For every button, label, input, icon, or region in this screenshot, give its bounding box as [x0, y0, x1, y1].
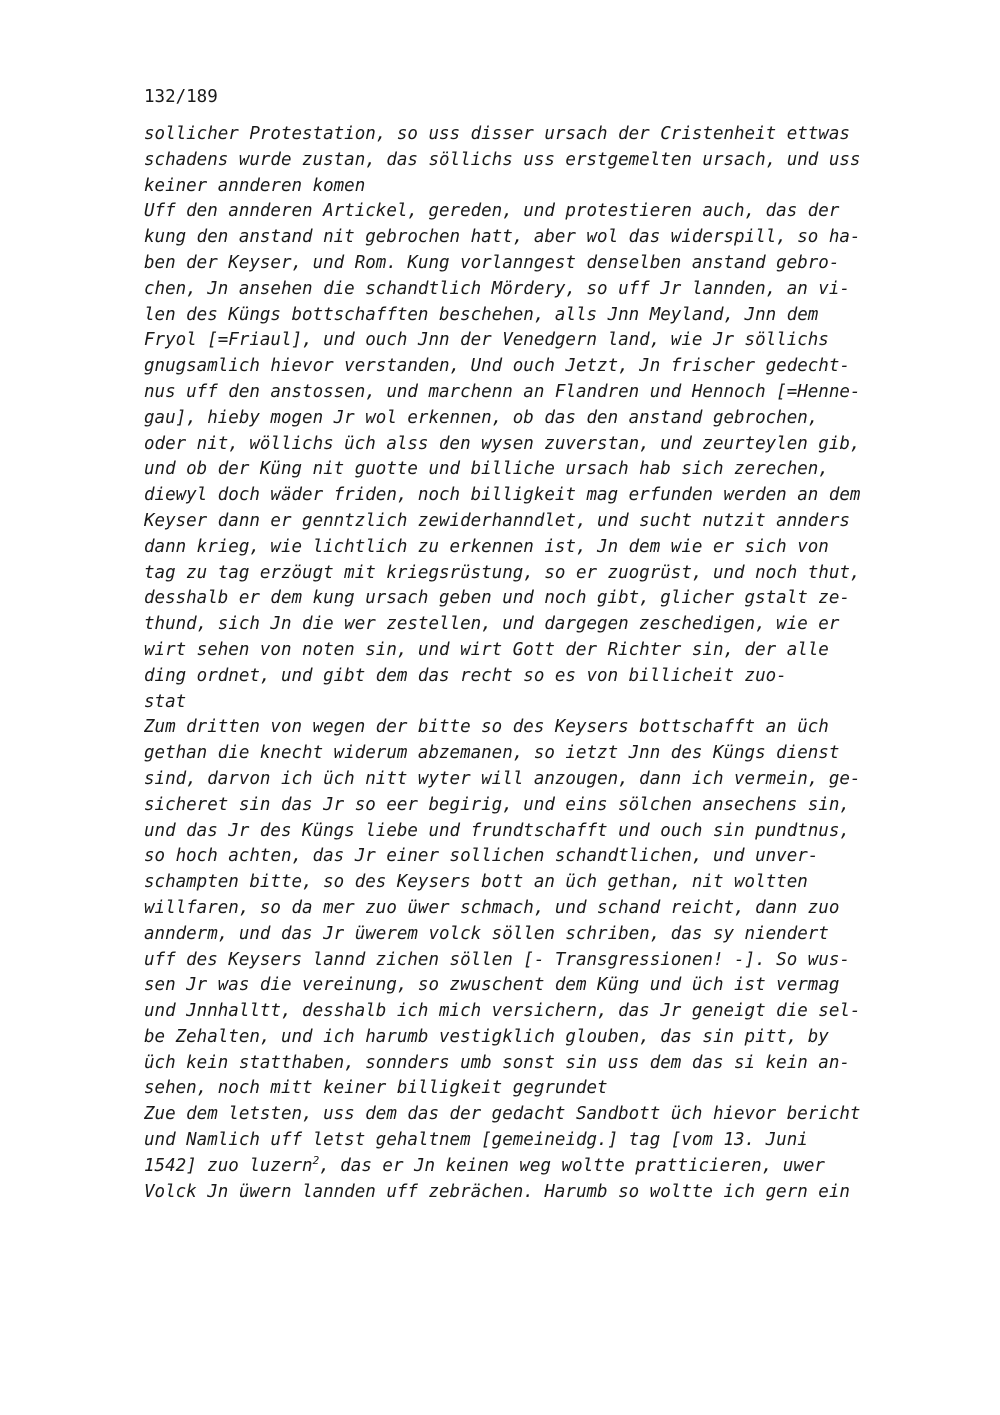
text-line: gnugsamlich hievor verstanden, Und ouch Jetzt, Jn frischer gedecht- — [144, 356, 850, 377]
body-text — [144, 122, 944, 1205]
text-line: Zum dritten von wegen der bitte so des Keysers bottschafft an üch — [144, 717, 829, 738]
text-line-with-footnote — [144, 1154, 944, 1180]
text-line: kung den anstand nit gebrochen hatt, aber wol das widerspill, so ha- — [144, 227, 861, 248]
text-line: Zue dem letsten, uss dem das der gedacht Sandbott üch hievor bericht — [144, 1104, 861, 1125]
text-line: schampten bitte, so des Keysers bott an üch gethan, nit woltten — [144, 872, 808, 893]
text-line: gethan die knecht widerum abzemanen, so ietzt Jnn des Küngs dienst — [144, 743, 840, 764]
text-line: Volck Jn üwern lannden uff zebrächen. Harumb so woltte ich gern ein — [144, 1181, 850, 1202]
text-line: keiner annderen komen — [144, 175, 366, 196]
page-number: 132/189 — [144, 87, 218, 107]
text-line: len des Küngs bottschafften beschehen, alls Jnn Meyland, Jnn dem — [144, 304, 819, 325]
text-line: sen Jr was die vereinung, so zwuschent dem Küng und üch ist vermag — [144, 975, 840, 996]
text-line: und Namlich uff letst gehaltnem [gemeineidg.] tag [vom 13. Juni — [144, 1130, 808, 1151]
text-line: sollicher Protestation, so uss disser ursach der Cristenheit ettwas — [144, 124, 850, 144]
footnote-marker[interactable]: 2 — [312, 1153, 320, 1167]
text-line: sehen, noch mitt keiner billigkeit gegrundet — [144, 1078, 608, 1099]
text-line: schadens wurde zustan, das söllichs uss erstgemelten ursach, und uss — [144, 149, 861, 170]
text-line: üch kein statthaben, sonnders umb sonst sin uss dem das si kein an- — [144, 1052, 850, 1073]
text-line: dann krieg, wie lichtlich zu erkennen ist, Jn dem wie er sich von — [144, 536, 829, 557]
text-line: ding ordnet, und gibt dem das recht so es von billicheit zuo- — [144, 665, 787, 686]
text-line: und Jnnhalltt, desshalb ich mich versichern, das Jr geneigt die sel- — [144, 1001, 861, 1022]
text-line: stat — [144, 691, 187, 712]
text-line: oder nit, wöllichs üch alss den wysen zuverstan, und zeurteylen gib, — [144, 433, 861, 454]
footnote-line-before: 1542] zuo luzern — [144, 1155, 313, 1176]
text-line: sicheret sin das Jr so eer begirig, und eins sölchen ansechens sin, — [144, 794, 850, 815]
text-line: annderm, und das Jr üwerem volck söllen schriben, das sy niendert — [144, 923, 829, 944]
text-line: und ob der Küng nit guotte und billiche ursach hab sich zerechen, — [144, 459, 829, 480]
footnote-line-after: , das er Jn keinen weg woltte pratticieren, uwer — [319, 1155, 825, 1176]
text-line: nus uff den anstossen, und marchenn an Flandren und Hennoch [=Henne- — [144, 381, 861, 402]
text-line: gau], hieby mogen Jr wol erkennen, ob das den anstand gebrochen, — [144, 407, 819, 428]
text-line: thund, sich Jn die wer zestellen, und dargegen zeschedigen, wie er — [144, 614, 840, 635]
text-line: willfaren, so da mer zuo üwer schmach, und schand reicht, dann zuo — [144, 897, 840, 918]
text-line: tag zu tag erzöugt mit kriegsrüstung, so er zuogrüst, und noch thut, — [144, 562, 861, 583]
text-line: und das Jr des Küngs liebe und frundtschafft und ouch sin pundtnus, — [144, 820, 850, 841]
text-line: Fryol [=Friaul], und ouch Jnn der Venedgern land, wie Jr söllichs — [144, 330, 829, 351]
text-line: chen, Jn ansehen die schandtlich Mördery, so uff Jr lannden, an vi- — [144, 278, 850, 299]
text-line: so hoch achten, das Jr einer sollichen schandtlichen, und unver- — [144, 846, 819, 867]
text-line: Keyser dann er genntzlich zewiderhanndlet, und sucht nutzit annders — [144, 510, 850, 531]
text-line: be Zehalten, und ich harumb vestigklich glouben, das sin pitt, by — [144, 1026, 829, 1047]
text-line: desshalb er dem kung ursach geben und noch gibt, glicher gstalt ze- — [144, 588, 850, 609]
text-line: uff des Keysers lannd zichen söllen [- Transgressionen! -]. So wus- — [144, 949, 850, 970]
text-line: ben der Keyser, und Rom. Kung vorlanngest denselben anstand gebro- — [144, 252, 840, 273]
text-line: diewyl doch wäder friden, noch billigkeit mag erfunden werden an dem — [144, 485, 861, 506]
text-line: sind, darvon ich üch nitt wyter will anzougen, dann ich vermein, ge- — [144, 768, 861, 789]
text-line: Uff den annderen Artickel, gereden, und protestieren auch, das der — [144, 201, 840, 222]
text-line: wirt sehen von noten sin, und wirt Gott der Richter sin, der alle — [144, 639, 829, 660]
